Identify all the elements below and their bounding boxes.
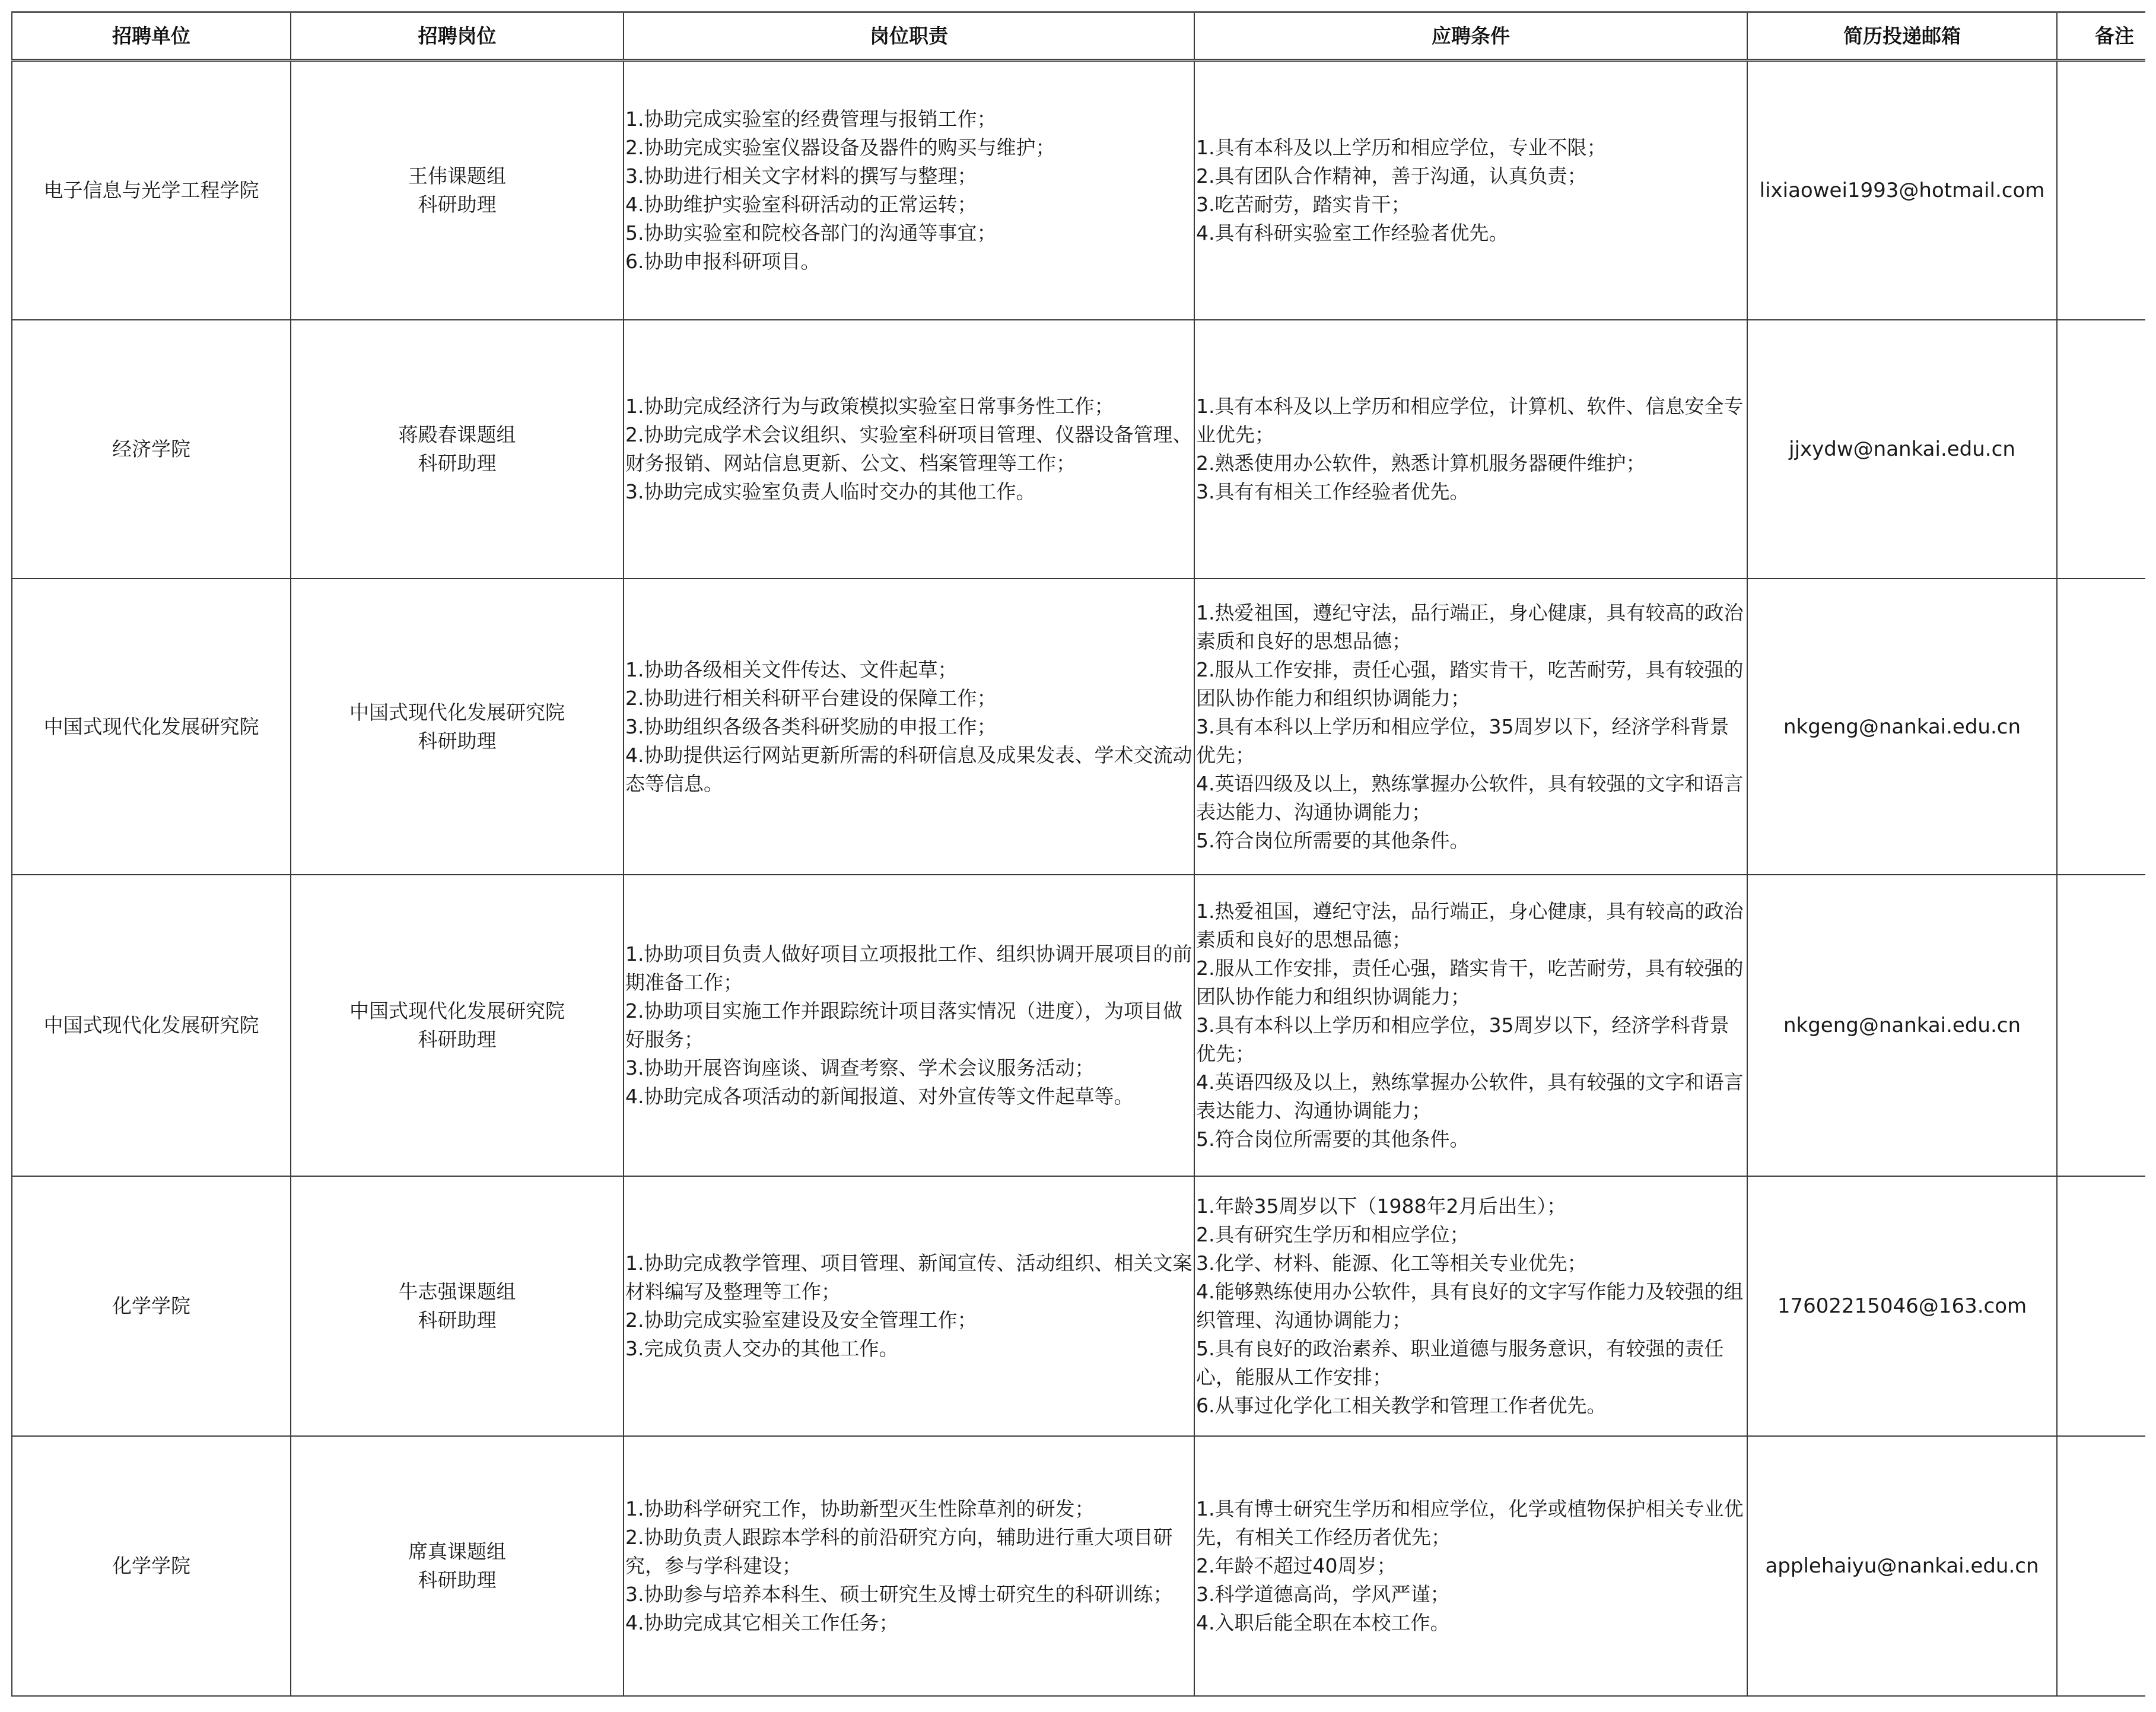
duty-item: 6.协助申报科研项目。 — [625, 250, 821, 273]
post-group: 中国式现代化发展研究院 — [349, 700, 565, 724]
post-group: 席真课题组 — [408, 1540, 506, 1563]
header-requirements: 应聘条件 — [1194, 12, 1747, 61]
post-group: 王伟课题组 — [408, 164, 506, 188]
post-title: 科研助理 — [418, 1308, 497, 1332]
cell-note — [2057, 320, 2145, 579]
post-title: 科研助理 — [418, 1028, 497, 1051]
duty-item: 2.协助项目实施工作并跟踪统计项目落实情况（进度），为项目做好服务； — [625, 999, 1182, 1051]
cell-note — [2057, 1176, 2145, 1436]
header-unit: 招聘单位 — [12, 12, 291, 61]
requirement-item: 5.符合岗位所需要的其他条件。 — [1196, 1127, 1470, 1151]
cell-requirements — [1194, 61, 1747, 320]
recruitment-sheet — [11, 11, 2145, 1701]
requirement-item: 3.化学、材料、能源、化工等相关专业优先； — [1196, 1252, 1587, 1275]
header-email: 简历投递邮箱 — [1747, 12, 2057, 61]
table-row — [12, 1436, 2145, 1696]
cell-note — [2057, 1436, 2145, 1696]
post-group: 中国式现代化发展研究院 — [349, 999, 565, 1022]
duty-item: 2.协助进行相关科研平台建设的保障工作； — [625, 686, 997, 710]
requirement-item: 2.服从工作安排，责任心强，踏实肯干，吃苦耐劳，具有较强的团队协作能力和组织协调能力； — [1196, 658, 1744, 710]
cell-post — [291, 61, 624, 320]
cell-email[interactable]: lixiaowei1993@hotmail.com — [1747, 61, 2057, 320]
requirement-item: 4.英语四级及以上，熟练掌握办公软件，具有较强的文字和语言表达能力、沟通协调能力； — [1196, 1071, 1744, 1122]
cell-post — [291, 320, 624, 579]
cell-unit: 电子信息与光学工程学院 — [12, 61, 291, 320]
requirement-item: 6.从事过化学化工相关教学和管理工作者优先。 — [1196, 1394, 1607, 1417]
requirement-item: 3.具有有相关工作经验者优先。 — [1196, 480, 1470, 503]
cell-email[interactable]: nkgeng@nankai.edu.cn — [1747, 579, 2057, 875]
requirement-item: 4.能够熟练使用办公软件，具有良好的文字写作能力及较强的组织管理、沟通协调能力； — [1196, 1280, 1744, 1332]
requirement-item: 4.入职后能全职在本校工作。 — [1196, 1611, 1450, 1634]
cell-requirements — [1194, 1176, 1747, 1436]
duty-item: 2.协助完成实验室仪器设备及器件的购买与维护； — [625, 136, 1055, 159]
duty-item: 4.协助提供运行网站更新所需的科研信息及成果发表、学术交流动态等信息。 — [625, 743, 1193, 795]
table-row — [12, 875, 2145, 1176]
cell-unit: 化学学院 — [12, 1176, 291, 1436]
duty-item: 3.协助完成实验室负责人临时交办的其他工作。 — [625, 480, 1036, 503]
cell-post — [291, 579, 624, 875]
table-row — [12, 320, 2145, 579]
cell-note — [2057, 875, 2145, 1176]
duty-item: 2.协助完成实验室建设及安全管理工作； — [625, 1308, 977, 1332]
cell-note — [2057, 61, 2145, 320]
cell-unit: 中国式现代化发展研究院 — [12, 579, 291, 875]
cell-duties — [624, 875, 1194, 1176]
duty-item: 1.协助各级相关文件传达、文件起草； — [625, 658, 958, 681]
requirement-item: 3.科学道德高尚，学风严谨； — [1196, 1583, 1450, 1606]
duty-item: 1.协助完成教学管理、项目管理、新闻宣传、活动组织、相关文案材料编写及整理等工作； — [625, 1252, 1193, 1303]
cell-note — [2057, 579, 2145, 875]
table-row — [12, 1176, 2145, 1436]
requirement-item: 4.英语四级及以上，熟练掌握办公软件，具有较强的文字和语言表达能力、沟通协调能力； — [1196, 771, 1744, 824]
duty-item: 3.协助开展咨询座谈、调查考察、学术会议服务活动； — [625, 1056, 1095, 1079]
duty-item: 4.协助完成其它相关工作任务； — [625, 1611, 899, 1634]
requirement-item: 1.具有本科及以上学历和相应学位，计算机、软件、信息安全专业优先； — [1196, 395, 1744, 446]
requirement-item: 2.具有研究生学历和相应学位； — [1196, 1223, 1470, 1246]
duty-item: 2.协助完成学术会议组织、实验室科研项目管理、仪器设备管理、财务报销、网站信息更新、公文、档案管理等工作； — [625, 423, 1193, 475]
requirement-item: 1.具有本科及以上学历和相应学位，专业不限； — [1196, 136, 1607, 159]
requirement-item: 2.服从工作安排，责任心强，踏实肯干，吃苦耐劳，具有较强的团队协作能力和组织协调能力； — [1196, 957, 1744, 1008]
cell-requirements — [1194, 579, 1747, 875]
recruitment-table — [11, 11, 2145, 1697]
requirement-item: 5.具有良好的政治素养、职业道德与服务意识，有较强的责任心，能服从工作安排； — [1196, 1337, 1724, 1389]
duty-item: 3.协助参与培养本科生、硕士研究生及博士研究生的科研训练； — [625, 1583, 1173, 1606]
requirement-item: 1.热爱祖国，遵纪守法，品行端正，身心健康，具有较高的政治素质和良好的思想品德； — [1196, 900, 1744, 951]
table-row — [12, 61, 2145, 320]
cell-requirements — [1194, 1436, 1747, 1696]
cell-unit: 中国式现代化发展研究院 — [12, 875, 291, 1176]
duty-item: 4.协助完成各项活动的新闻报道、对外宣传等文件起草等。 — [625, 1085, 1134, 1108]
cell-duties — [624, 61, 1194, 320]
table-row — [12, 579, 2145, 875]
cell-duties — [624, 320, 1194, 579]
cell-post — [291, 875, 624, 1176]
requirement-item: 1.具有博士研究生学历和相应学位，化学或植物保护相关专业优先，有相关工作经历者优先； — [1196, 1497, 1744, 1549]
requirement-item: 3.吃苦耐劳，踏实肯干； — [1196, 193, 1411, 216]
duty-item: 2.协助负责人跟踪本学科的前沿研究方向，辅助进行重大项目研究，参与学科建设； — [625, 1526, 1173, 1577]
duty-item: 5.协助实验室和院校各部门的沟通等事宜； — [625, 221, 997, 244]
cell-email[interactable]: nkgeng@nankai.edu.cn — [1747, 875, 2057, 1176]
post-group: 蒋殿春课题组 — [398, 423, 516, 446]
duty-item: 1.协助完成经济行为与政策模拟实验室日常事务性工作； — [625, 395, 1114, 418]
duty-item: 4.协助维护实验室科研活动的正常运转； — [625, 193, 977, 216]
requirement-item: 1.热爱祖国，遵纪守法，品行端正，身心健康，具有较高的政治素质和良好的思想品德； — [1196, 601, 1744, 653]
cell-post — [291, 1436, 624, 1696]
requirement-item: 1.年龄35周岁以下（1988年2月后出生）； — [1196, 1195, 1566, 1218]
cell-requirements — [1194, 875, 1747, 1176]
cell-requirements — [1194, 320, 1747, 579]
header-duties: 岗位职责 — [624, 12, 1194, 61]
post-group: 牛志强课题组 — [398, 1280, 516, 1303]
post-title: 科研助理 — [418, 1568, 497, 1592]
cell-email[interactable]: applehaiyu@nankai.edu.cn — [1747, 1436, 2057, 1696]
requirement-item: 3.具有本科以上学历和相应学位，35周岁以下，经济学科背景优先； — [1196, 1014, 1729, 1065]
duty-item: 1.协助科学研究工作，协助新型灭生性除草剂的研发； — [625, 1497, 1095, 1520]
cell-unit: 化学学院 — [12, 1436, 291, 1696]
cell-duties — [624, 1436, 1194, 1696]
post-title: 科研助理 — [418, 452, 497, 475]
cell-duties — [624, 1176, 1194, 1436]
requirement-item: 3.具有本科以上学历和相应学位，35周岁以下，经济学科背景优先； — [1196, 714, 1729, 767]
duty-item: 3.协助组织各级各类科研奖励的申报工作； — [625, 714, 997, 738]
cell-post — [291, 1176, 624, 1436]
requirement-item: 4.具有科研实验室工作经验者优先。 — [1196, 221, 1509, 244]
duty-item: 3.完成负责人交办的其他工作。 — [625, 1337, 899, 1360]
requirement-item: 5.符合岗位所需要的其他条件。 — [1196, 828, 1470, 852]
cell-unit: 经济学院 — [12, 320, 291, 579]
post-title: 科研助理 — [418, 729, 497, 752]
requirement-item: 2.年龄不超过40周岁； — [1196, 1554, 1397, 1577]
post-title: 科研助理 — [418, 193, 497, 216]
requirement-item: 2.具有团队合作精神，善于沟通，认真负责； — [1196, 164, 1587, 188]
duty-item: 3.协助进行相关文字材料的撰写与整理； — [625, 164, 977, 188]
duty-item: 1.协助项目负责人做好项目立项报批工作、组织协调开展项目的前期准备工作； — [625, 942, 1193, 994]
header-post: 招聘岗位 — [291, 12, 624, 61]
header-note: 备注 — [2057, 12, 2145, 61]
requirement-item: 2.熟悉使用办公软件，熟悉计算机服务器硬件维护； — [1196, 452, 1646, 475]
header-row — [12, 12, 2145, 61]
cell-email[interactable]: jjxydw@nankai.edu.cn — [1747, 320, 2057, 579]
cell-duties — [624, 579, 1194, 875]
cell-email[interactable]: 17602215046@163.com — [1747, 1176, 2057, 1436]
duty-item: 1.协助完成实验室的经费管理与报销工作； — [625, 107, 997, 131]
